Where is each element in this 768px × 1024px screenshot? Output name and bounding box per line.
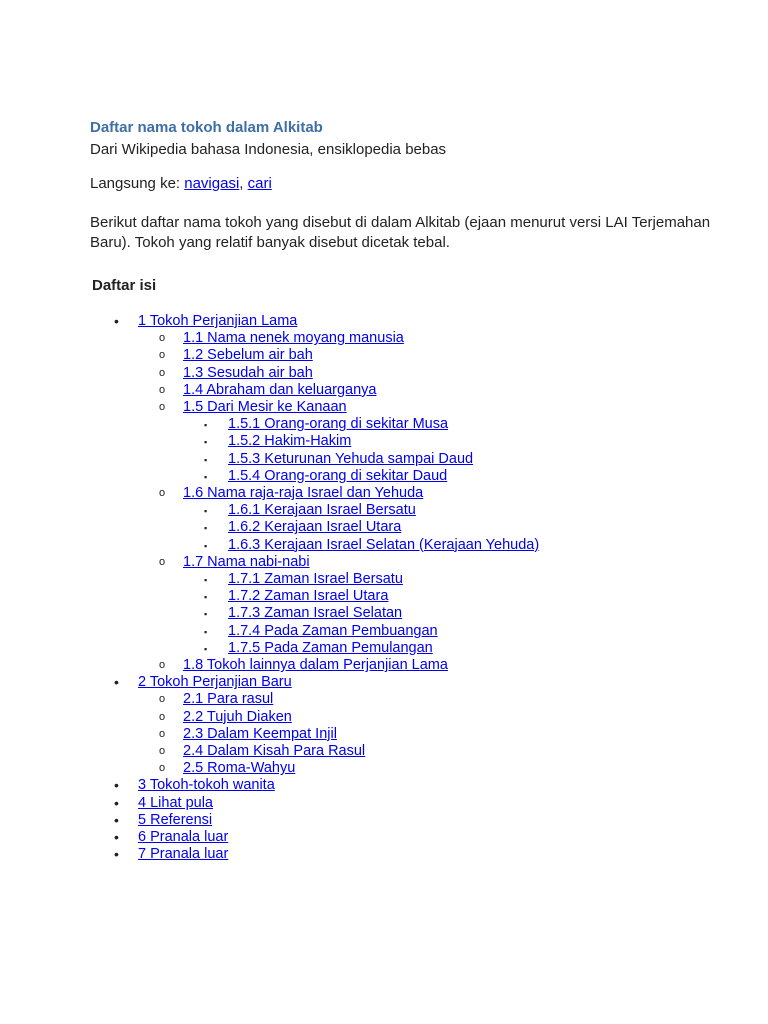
toc-link[interactable]: 1.7.5 Pada Zaman Pemulangan bbox=[228, 639, 433, 656]
toc-item bbox=[90, 640, 730, 657]
list-bullet-icon: o bbox=[159, 332, 166, 345]
toc-link[interactable]: 1.5.1 Orang-orang di sekitar Musa bbox=[228, 416, 449, 433]
toc-link[interactable]: 1.7.2 Zaman Israel Utara bbox=[228, 588, 389, 605]
toc-link[interactable]: 2.4 Dalam Kisah Para Rasul bbox=[183, 743, 366, 760]
toc-item bbox=[90, 485, 730, 502]
toc-item bbox=[90, 743, 730, 760]
toc-link[interactable]: 1.2 Sebelum air bah bbox=[183, 347, 313, 364]
toc-link[interactable]: 4 Lihat pula bbox=[138, 794, 213, 811]
list-bullet-icon: o bbox=[159, 555, 166, 568]
toc-link[interactable]: 2.5 Roma-Wahyu bbox=[183, 760, 296, 777]
toc-item bbox=[90, 846, 730, 863]
toc-item bbox=[90, 537, 730, 554]
toc-link[interactable]: 1.6.2 Kerajaan Israel Utara bbox=[228, 519, 402, 536]
jump-separator: , bbox=[239, 175, 248, 192]
toc-item bbox=[90, 313, 730, 330]
list-bullet-icon: ▪ bbox=[204, 592, 208, 603]
toc-link[interactable]: 3 Tokoh-tokoh wanita bbox=[138, 777, 275, 794]
toc-item bbox=[90, 588, 730, 605]
toc-link[interactable]: 2.3 Dalam Keempat Injil bbox=[183, 725, 337, 742]
toc-item bbox=[90, 451, 730, 468]
toc-item bbox=[90, 777, 730, 794]
page-subtitle: Dari Wikipedia bahasa Indonesia, ensiklopedia bebas bbox=[90, 141, 447, 158]
jump-prefix: Langsung ke: bbox=[90, 175, 185, 192]
toc-link[interactable]: 1.4 Abraham dan keluarganya bbox=[183, 381, 377, 398]
toc-link[interactable]: 1.6.3 Kerajaan Israel Selatan (Kerajaan Yehuda) bbox=[228, 536, 540, 553]
list-bullet-icon: • bbox=[114, 313, 119, 329]
toc-link[interactable]: 2.1 Para rasul bbox=[183, 691, 274, 708]
toc-link[interactable]: 1.3 Sesudah air bah bbox=[183, 364, 313, 381]
list-bullet-icon: ▪ bbox=[204, 420, 208, 431]
toc-item bbox=[90, 657, 730, 674]
toc-item bbox=[90, 399, 730, 416]
list-bullet-icon: ▪ bbox=[204, 454, 208, 465]
list-bullet-icon: o bbox=[159, 727, 166, 740]
list-bullet-icon: • bbox=[114, 811, 119, 828]
list-bullet-icon: o bbox=[159, 401, 166, 414]
list-bullet-icon: o bbox=[159, 762, 166, 775]
toc-item bbox=[90, 330, 730, 347]
navigation-link[interactable]: navigasi bbox=[184, 175, 240, 192]
list-bullet-icon: o bbox=[159, 659, 166, 672]
toc-link[interactable]: 2.2 Tujuh Diaken bbox=[183, 708, 292, 725]
toc-item bbox=[90, 502, 730, 519]
list-bullet-icon: • bbox=[114, 674, 119, 691]
toc-item bbox=[90, 691, 730, 708]
list-bullet-icon: • bbox=[114, 794, 119, 811]
list-bullet-icon: o bbox=[159, 383, 166, 396]
toc-link[interactable]: 1.7.4 Pada Zaman Pembuangan bbox=[228, 622, 438, 639]
toc-item bbox=[90, 571, 730, 588]
toc-link[interactable]: 1.7 Nama nabi-nabi bbox=[183, 553, 310, 570]
toc-link[interactable]: 1.7.1 Zaman Israel Bersatu bbox=[228, 571, 403, 588]
toc-link[interactable]: 1.5.2 Hakim-Hakim bbox=[228, 433, 352, 450]
list-bullet-icon: ▪ bbox=[204, 575, 208, 586]
toc-item bbox=[90, 433, 730, 450]
toc-item bbox=[90, 382, 730, 399]
toc-item bbox=[90, 554, 730, 571]
list-bullet-icon: ▪ bbox=[204, 506, 208, 517]
toc-link[interactable]: 6 Pranala luar bbox=[138, 829, 229, 846]
toc-link[interactable]: 1.8 Tokoh lainnya dalam Perjanjian Lama bbox=[183, 657, 448, 674]
jump-to-line bbox=[90, 174, 730, 194]
list-bullet-icon: ▪ bbox=[204, 471, 208, 482]
list-bullet-icon: ▪ bbox=[204, 437, 208, 448]
toc-item bbox=[90, 605, 730, 622]
intro-paragraph: Berikut daftar nama tokoh yang disebut di dalam Alkitab (ejaan menurut versi LAI Terjemahan Baru). Tokoh yang relatif banyak disebut dicetak tebal. bbox=[90, 214, 711, 251]
toc-item bbox=[90, 795, 730, 812]
toc-item bbox=[90, 519, 730, 536]
toc-item bbox=[90, 468, 730, 485]
list-bullet-icon: ▪ bbox=[204, 540, 208, 551]
toc-heading: Daftar isi bbox=[92, 277, 157, 294]
list-bullet-icon: ▪ bbox=[204, 609, 208, 620]
list-bullet-icon: ▪ bbox=[204, 523, 208, 534]
toc-item bbox=[90, 674, 730, 691]
table-of-contents bbox=[90, 313, 730, 864]
list-bullet-icon: o bbox=[159, 710, 166, 723]
list-bullet-icon: • bbox=[114, 829, 119, 846]
list-bullet-icon: o bbox=[159, 349, 166, 362]
page-title: Daftar nama tokoh dalam Alkitab bbox=[90, 119, 323, 136]
toc-link[interactable]: 5 Referensi bbox=[138, 811, 213, 828]
toc-link[interactable]: 1.5 Dari Mesir ke Kanaan bbox=[183, 399, 347, 416]
toc-link[interactable]: 1 Tokoh Perjanjian Lama bbox=[138, 313, 298, 329]
toc-link[interactable]: 1.5.3 Keturunan Yehuda sampai Daud bbox=[228, 450, 474, 467]
toc-link[interactable]: 7 Pranala luar bbox=[138, 846, 229, 863]
list-bullet-icon: • bbox=[114, 777, 119, 794]
toc-link[interactable]: 1.1 Nama nenek moyang manusia bbox=[183, 330, 404, 347]
toc-link[interactable]: 1.7.3 Zaman Israel Selatan bbox=[228, 605, 403, 622]
list-bullet-icon: • bbox=[114, 846, 119, 863]
toc-item bbox=[90, 365, 730, 382]
toc-item bbox=[90, 829, 730, 846]
list-bullet-icon: ▪ bbox=[204, 626, 208, 637]
toc-item bbox=[90, 812, 730, 829]
toc-item bbox=[90, 347, 730, 364]
toc-item bbox=[90, 623, 730, 640]
search-link[interactable]: cari bbox=[247, 175, 272, 192]
toc-item bbox=[90, 726, 730, 743]
toc-link[interactable]: 2 Tokoh Perjanjian Baru bbox=[138, 674, 292, 691]
toc-item bbox=[90, 709, 730, 726]
list-bullet-icon: ▪ bbox=[204, 643, 208, 654]
document-page bbox=[90, 118, 730, 864]
list-bullet-icon: o bbox=[159, 745, 166, 758]
toc-link[interactable]: 1.6.1 Kerajaan Israel Bersatu bbox=[228, 502, 416, 519]
list-bullet-icon: o bbox=[159, 366, 166, 379]
toc-link[interactable]: 1.5.4 Orang-orang di sekitar Daud bbox=[228, 467, 448, 484]
list-bullet-icon: o bbox=[159, 487, 166, 500]
toc-item bbox=[90, 416, 730, 433]
list-bullet-icon: o bbox=[159, 693, 166, 706]
toc-link[interactable]: 1.6 Nama raja-raja Israel dan Yehuda bbox=[183, 485, 424, 502]
toc-item bbox=[90, 760, 730, 777]
